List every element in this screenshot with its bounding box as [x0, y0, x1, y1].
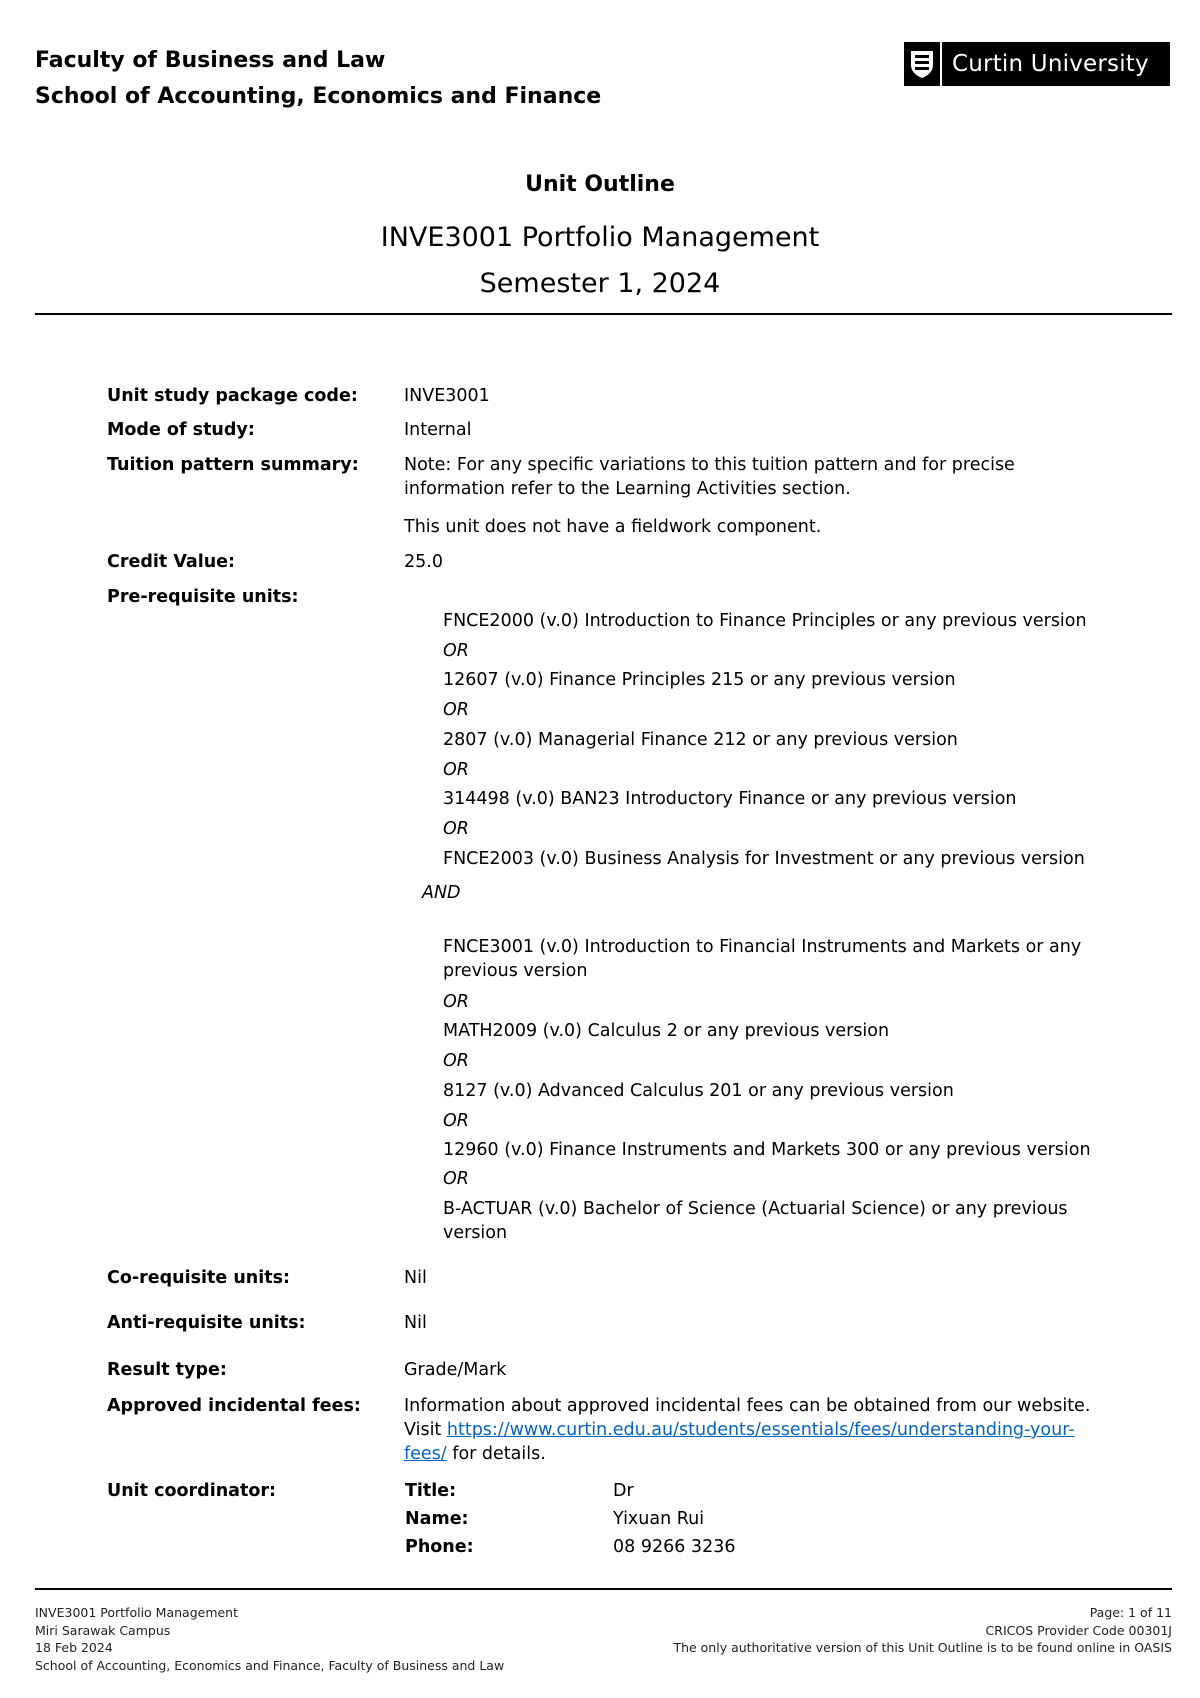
fees-link[interactable]: https://www.curtin.edu.au/students/essentials/fees/understanding-your-fees/ — [404, 1420, 1075, 1464]
prereq-label: Pre-requisite units: — [107, 587, 299, 607]
mode-label: Mode of study: — [107, 420, 255, 440]
antireq-label: Anti-requisite units: — [107, 1313, 306, 1333]
result-value: Grade/Mark — [404, 1360, 507, 1380]
result-label: Result type: — [107, 1360, 227, 1380]
or-text: OR — [443, 700, 469, 720]
footer-unit: INVE3001 Portfolio Management — [35, 1605, 239, 1620]
coordinator-name-value: Yixuan Rui — [613, 1509, 705, 1529]
school-name: School of Accounting, Economics and Finance — [35, 84, 602, 109]
footer-page: Page: 1 of 11 — [1089, 1605, 1172, 1620]
tuition-fieldwork: This unit does not have a fieldwork component. — [404, 517, 822, 537]
mode-value: Internal — [404, 420, 472, 440]
semester-title: Semester 1, 2024 — [479, 268, 721, 299]
footer-cricos: CRICOS Provider Code 00301J — [985, 1622, 1172, 1638]
footer-campus: Miri Sarawak Campus — [35, 1622, 171, 1638]
coordinator-label: Unit coordinator: — [107, 1481, 276, 1501]
code-value: INVE3001 — [404, 386, 490, 406]
tuition-label: Tuition pattern summary: — [107, 455, 359, 475]
or-text: OR — [443, 1169, 469, 1189]
prereq-item: FNCE2000 (v.0) Introduction to Finance Principles or any previous version — [443, 611, 1087, 631]
coordinator-title-label: Title: — [405, 1481, 457, 1501]
and-text: AND — [422, 883, 461, 903]
footer-divider — [35, 1588, 1172, 1590]
credit-label: Credit Value: — [107, 552, 236, 572]
prereq-item: 12607 (v.0) Finance Principles 215 or any previous version — [443, 670, 956, 690]
footer-right — [673, 1604, 1172, 1657]
prereq-item: MATH2009 (v.0) Calculus 2 or any previous version — [443, 1021, 890, 1041]
footer-left — [35, 1604, 504, 1674]
or-text: OR — [443, 1111, 469, 1131]
footer-date: 18 Feb 2024 — [35, 1640, 113, 1655]
faculty-name: Faculty of Business and Law — [35, 48, 386, 73]
code-label: Unit study package code: — [107, 386, 358, 406]
or-text: OR — [443, 641, 469, 661]
coordinator-name-label: Name: — [405, 1509, 469, 1529]
prereq-item: 2807 (v.0) Managerial Finance 212 or any previous version — [443, 730, 958, 750]
crest-icon — [904, 42, 942, 86]
or-text: OR — [443, 760, 469, 780]
coordinator-phone-value: 08 9266 3236 — [613, 1537, 736, 1557]
unit-title: INVE3001 Portfolio Management — [380, 222, 820, 253]
coordinator-phone-label: Phone: — [405, 1537, 474, 1557]
footer-school: School of Accounting, Economics and Finance, Faculty of Business and Law — [35, 1657, 505, 1673]
faculty-header — [35, 43, 601, 115]
or-text: OR — [443, 1051, 469, 1071]
prereq-item: FNCE2003 (v.0) Business Analysis for Investment or any previous version — [443, 849, 1085, 869]
credit-value: 25.0 — [404, 552, 443, 572]
coreq-value: Nil — [404, 1268, 427, 1288]
fees-tail: for details. — [452, 1444, 546, 1464]
fees-label: Approved incidental fees: — [107, 1396, 361, 1416]
fees-info — [404, 1394, 1104, 1466]
prereq-item: 314498 (v.0) BAN23 Introductory Finance or any previous version — [443, 789, 1017, 809]
antireq-value: Nil — [404, 1313, 427, 1333]
coreq-label: Co-requisite units: — [107, 1268, 291, 1288]
fees-text: Information about approved incidental fees can be obtained from our website. — [404, 1396, 1091, 1416]
tuition-note: Note: For any specific variations to this tuition pattern and for precise information refer to the Learning Activities section. — [404, 455, 1015, 499]
fees-visit: Visit — [404, 1420, 442, 1440]
or-text: OR — [443, 992, 469, 1012]
prereq-item: B-ACTUAR (v.0) Bachelor of Science (Actuarial Science) or any previous version — [443, 1199, 1068, 1243]
prereq-item: FNCE3001 (v.0) Introduction to Financial Instruments and Markets or any previous version — [443, 937, 1082, 981]
footer-authority: The only authoritative version of this Unit Outline is to be found online in OASIS — [673, 1640, 1172, 1655]
logo-text: Curtin University — [952, 51, 1149, 77]
curtin-logo — [904, 42, 1170, 86]
prereq-item: 12960 (v.0) Finance Instruments and Markets 300 or any previous version — [443, 1140, 1091, 1160]
coordinator-title-value: Dr — [613, 1481, 634, 1501]
fees-visit-line — [404, 1418, 1104, 1466]
prereq-item: 8127 (v.0) Advanced Calculus 201 or any previous version — [443, 1081, 954, 1101]
title-divider — [35, 313, 1172, 315]
or-text: OR — [443, 819, 469, 839]
page-heading: Unit Outline — [525, 172, 675, 197]
